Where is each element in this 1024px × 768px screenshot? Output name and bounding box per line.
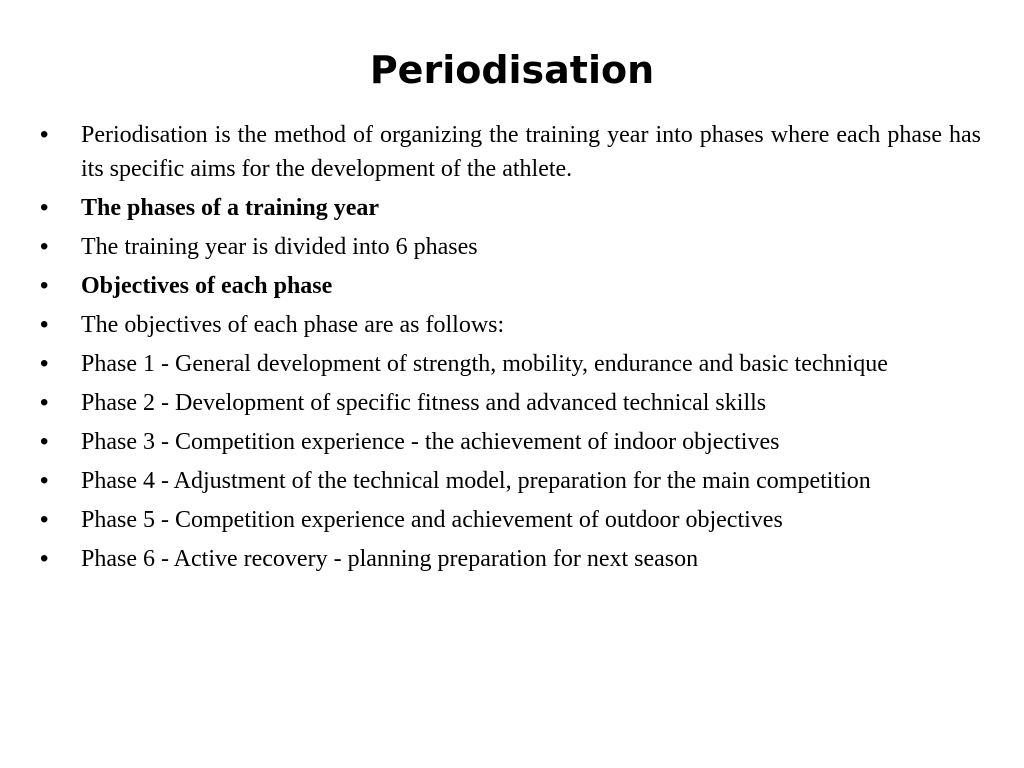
bullet-text: The objectives of each phase are as follows: [81,312,505,338]
bullet-text: Phase 2 - Development of specific fitness and advanced technical skills [81,390,767,416]
bullet-item [40,269,981,303]
bullet-list [40,118,981,581]
bullet-dot-icon: • [40,311,49,338]
bullet-dot-icon: • [40,389,49,416]
bullet-item [40,118,981,186]
bullet-dot-icon: • [40,428,49,455]
bullet-text: The training year is divided into 6 phases [81,234,478,260]
bullet-text: Phase 5 - Competition experience and achievement of outdoor objectives [81,507,783,533]
bullet-item [40,464,981,498]
bullet-dot-icon: • [40,272,49,299]
bullet-item [40,347,981,381]
bullet-heading: The phases of a training year [81,195,380,221]
bullet-dot-icon: • [40,194,49,221]
bullet-heading: Objectives of each phase [81,273,333,299]
bullet-text: Phase 6 - Active recovery - planning preparation for next season [81,546,699,572]
bullet-dot-icon: • [40,350,49,377]
bullet-item [40,308,981,342]
bullet-dot-icon: • [40,506,49,533]
bullet-item [40,191,981,225]
bullet-dot-icon: • [40,121,49,148]
bullet-dot-icon: • [40,467,49,494]
bullet-item [40,503,981,537]
bullet-dot-icon: • [40,233,49,260]
bullet-text: Phase 4 - Adjustment of the technical model, preparation for the main competition [81,468,871,494]
slide-title: Periodisation [369,48,655,92]
bullet-item [40,542,981,576]
bullet-item [40,425,981,459]
bullet-item [40,386,981,420]
bullet-text: Phase 3 - Competition experience - the achievement of indoor objectives [81,429,780,455]
bullet-text: Periodisation is the method of organizing the training year into phases where each phase has its specific aims for the development of the athlete. [81,122,981,182]
bullet-item [40,230,981,264]
bullet-text: Phase 1 - General development of strength, mobility, endurance and basic technique [81,351,888,377]
bullet-dot-icon: • [40,545,49,572]
